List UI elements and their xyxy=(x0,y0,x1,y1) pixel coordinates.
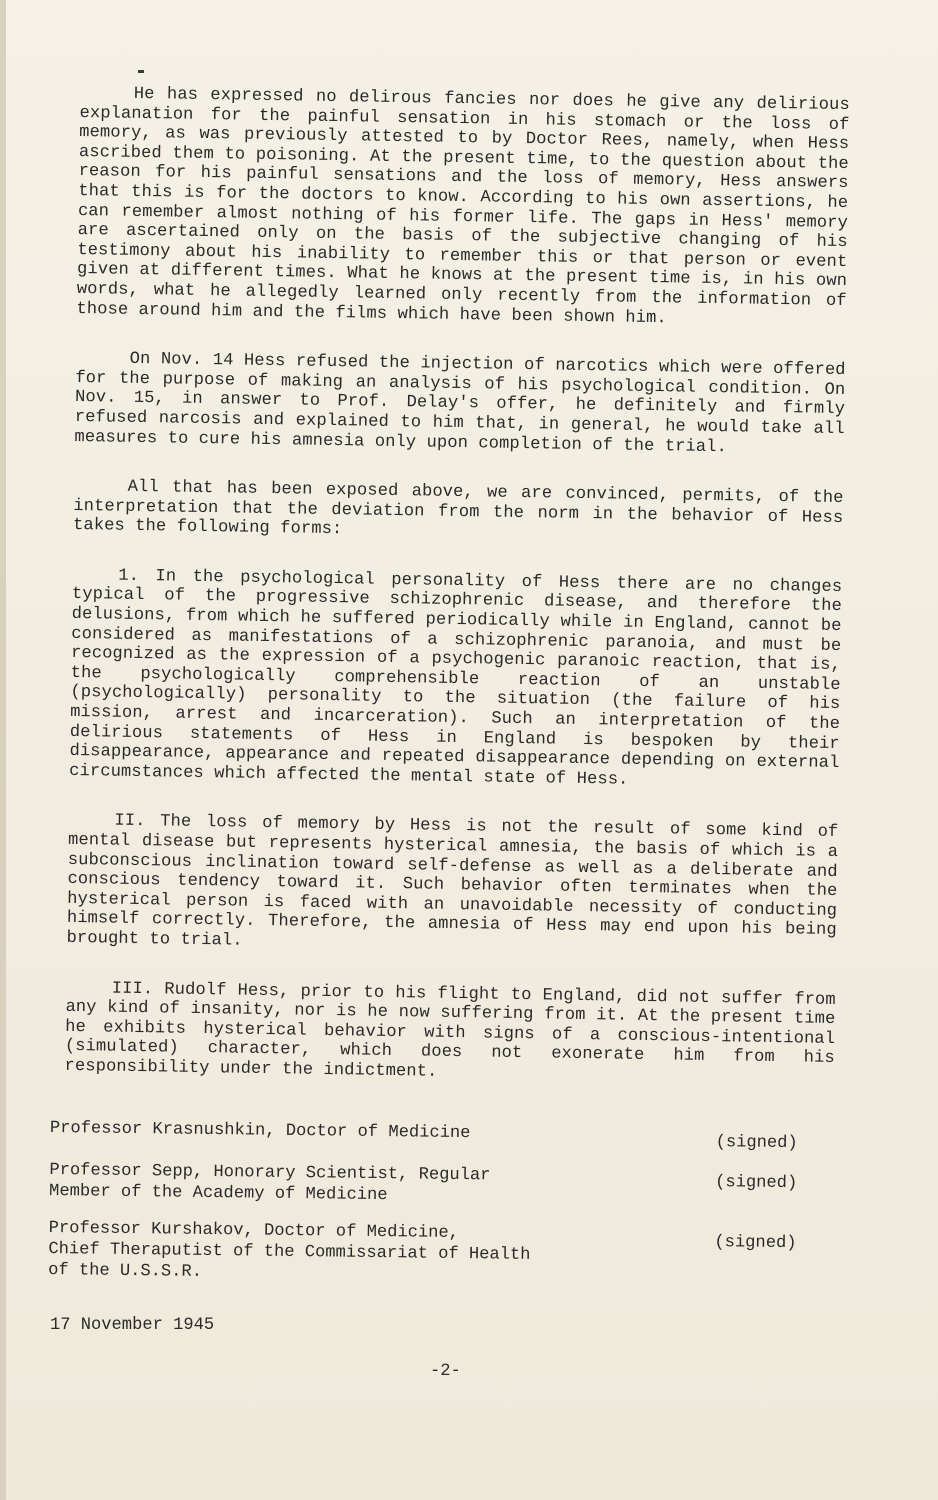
signatory-row xyxy=(49,1158,839,1212)
signature-block xyxy=(48,1118,840,1307)
signatory-name: Professor Kurshakov, Doctor of Medicine, Chief Theraputist of the Commissariat of Health of the U.S.S.R. xyxy=(48,1218,531,1282)
signatory-name: Professor Krasnushkin, Doctor of Medicine xyxy=(49,1118,471,1144)
paragraph-hess-memory: He has expressed no delirous fancies nor does he give any delirious explanation for the painful sensation in his stomach or the loss of memory, as was previously attested to by Doctor Rees, namely, when Hess ascribed them to poisoning. At the present time, to the question about the reason for his painful sensations and the loss of memory, Hess answers that this is for the doctors to know. According to his own assertions, he can remember almost nothing of his former life. The gaps in Hess' memory are ascertained only on the basis of the subjective changing of his testimony about his inability to remember this or that person or event given at different times. What he knows at the present time is, in his own words, what he allegedly learned only recently from the information of those around him and the films which have been shown him. xyxy=(76,84,850,328)
signature-status: (signed) xyxy=(715,1133,798,1154)
signatory-row xyxy=(48,1218,839,1291)
signature-status: (signed) xyxy=(714,1233,797,1254)
finding-1: 1. In the psychological personality of Hess there are no changes typical of the progressive schizophrenic disease, and therefore the delusions, from which he suffered periodically while in England, cannot be considered as manifestations of a schizophrenic paranoia, and must be recognized as the expression of a psychogenic paranoic reaction, that is, the psychologically comprehensible reaction of an unstable (psychologically) personality to the situation (the failure of his mission, arrest and incarceration). Such an interpretation of the delirious statements of Hess in England is bespoken by their disappearance, appearance and repeated disappearance depending on external circumstances which affected the mental state of Hess. xyxy=(69,566,843,790)
signatory-row xyxy=(50,1118,840,1152)
document-date: 17 November 1945 xyxy=(50,1316,215,1335)
margin-mark xyxy=(138,70,144,73)
document-body xyxy=(64,84,850,1118)
finding-3: III. Rudolf Hess, prior to his flight to England, did not suffer from any kind of insanity, nor is he now suffering from it. At the present time he exhibits hysterical behavior with signs of a conscious-intentional (simulated) character, which does not exonerate him from his responsibility under the indictment. xyxy=(64,979,836,1082)
paragraph-narcosis-refusal: On Nov. 14 Hess refused the injection of narcotics which were offered for the purpose of making an analysis of his psychological condition. On Nov. 15, in answer to Prof. Delay's offer, he definitely and firmly refused narcosis and explained to him that, in general, he would take all measures to cure his amnesia only upon completion of the trial. xyxy=(74,349,846,457)
finding-2: II. The loss of memory by Hess is not the result of some kind of mental disease but represents hysterical amnesia, the basis of which is a subconscious inclination toward self-defense as well as a deliberate and conscious tendency toward it. Such behavior often terminates when the hysterical person is faced with an unavoidable necessity of conducting himself correctly. Therefore, the amnesia of Hess may end upon his being brought to trial. xyxy=(66,812,839,951)
paragraph-interpretation: All that has been exposed above, we are convinced, permits, of the interpretation that the deviation from the norm in the behavior of Hess takes the following forms: xyxy=(72,477,844,540)
page-number: -2- xyxy=(430,1362,461,1381)
signatory-name: Professor Sepp, Honorary Scientist, Regular Member of the Academy of Medicine xyxy=(48,1160,491,1206)
signature-status: (signed) xyxy=(715,1173,798,1194)
